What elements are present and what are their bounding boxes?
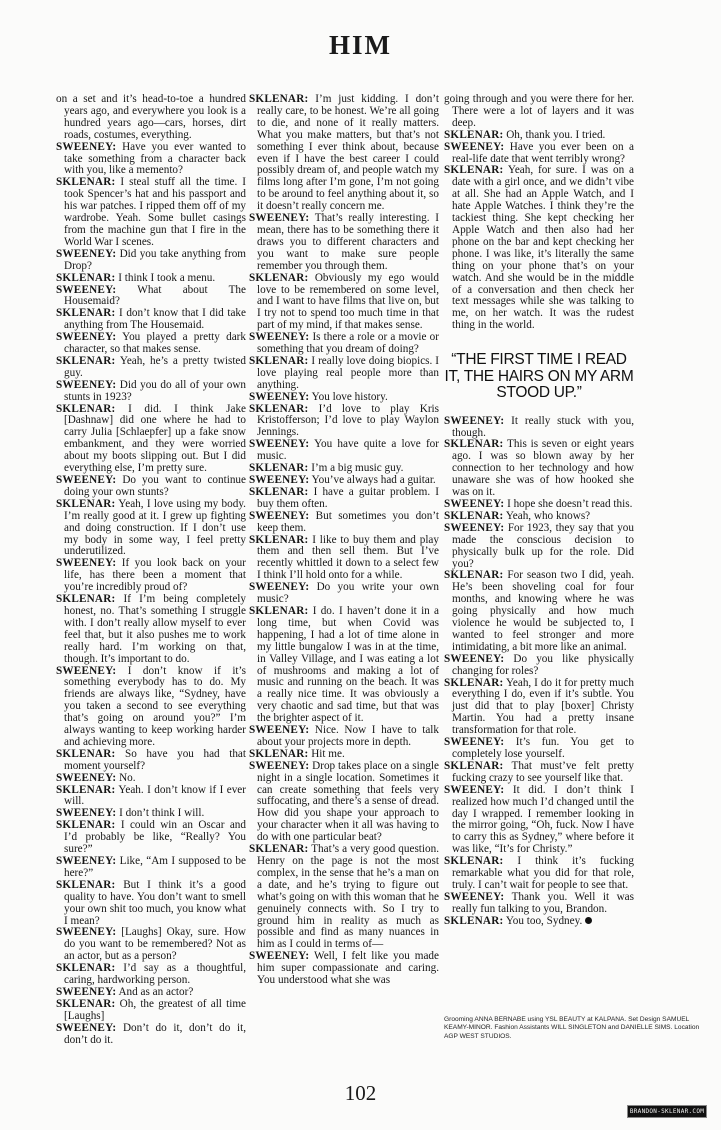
speaker-label: SWEENEY: [249, 581, 310, 594]
speaker-label: SWEENEY: [249, 950, 310, 963]
interview-paragraph [56, 475, 246, 499]
paragraph-text: I’m a big music guy. [311, 462, 404, 475]
interview-paragraph [56, 856, 246, 880]
column-3 [444, 94, 634, 928]
speaker-label: SWEENEY: [56, 378, 117, 391]
paragraph-text: Yeah, who knows? [505, 509, 591, 522]
speaker-label: SKLENAR: [249, 271, 309, 284]
interview-paragraph [249, 356, 439, 392]
speaker-label: SKLENAR: [444, 676, 504, 689]
speaker-label: SWEENEY: [444, 736, 505, 749]
speaker-label: SKLENAR: [249, 354, 309, 367]
speaker-label: SWEENEY: [249, 331, 310, 344]
interview-paragraph [444, 165, 634, 332]
interview-paragraph [56, 356, 246, 380]
paragraph-text: going through and you were there for her. There were a lot of layers and it was deep. [444, 93, 634, 129]
speaker-label: SWEENEY: [444, 521, 505, 534]
photo-credits: Grooming ANNA BERNABE using YSL BEAUTY at KALPANA. Set Design SAMUEL KEAMY-MINOR. Fashion Assistants WILL SINGLETON and DANIELLE SIMS. Location AGP WEST STUDIOS. [444, 1016, 700, 1040]
paragraph-text: You have quite a love for music. [257, 438, 439, 463]
paragraph-text: Yeah. I don’t know if I ever will. [64, 783, 246, 808]
interview-paragraph [444, 416, 634, 440]
paragraph-text: That must’ve felt pretty fucking crazy to see yourself like that. [452, 759, 634, 784]
interview-paragraph [249, 761, 439, 844]
speaker-label: SWEENEY: [444, 783, 505, 796]
speaker-label: SKLENAR: [56, 819, 116, 832]
interview-paragraph [249, 844, 439, 951]
interview-paragraph [249, 94, 439, 213]
speaker-label: SKLENAR: [444, 509, 504, 522]
paragraph-text: [Laughs] Okay, sure. How do you want to be remembered? Not as an actor, but as a person? [64, 926, 247, 963]
interview-paragraph [56, 594, 246, 665]
paragraph-text: But I think it’s a good quality to have. You don’t want to smell your own shit too much, you know what I mean? [64, 878, 247, 927]
interview-paragraph [56, 332, 246, 356]
interview-paragraph [444, 785, 634, 856]
paragraph-text: For 1923, they say that you made the conscious decision to physically bulk up for the role. Did you? [452, 521, 634, 570]
speaker-label: SWEENEY: [444, 497, 505, 510]
speaker-label: SKLENAR: [444, 569, 504, 582]
speaker-label: SWEENEY: [444, 140, 505, 153]
interview-paragraph [56, 749, 246, 773]
speaker-label: SWEENEY: [56, 926, 117, 939]
speaker-label: SKLENAR: [249, 402, 309, 415]
speaker-label: SKLENAR: [444, 914, 504, 927]
paragraph-text: Hit me. [311, 747, 345, 760]
interview-paragraph [444, 654, 634, 678]
speaker-label: SKLENAR: [249, 843, 309, 856]
speaker-label: SWEENEY: [56, 247, 117, 260]
interview-paragraph [249, 404, 439, 440]
paragraph-text: That’s really interesting. I mean, there has to be something there it draws you to different characters and you want to make sure people remember you through them. [257, 212, 439, 272]
paragraph-text: What about The Housemaid? [64, 283, 246, 308]
paragraph-text: I like to buy them and play them and then sell them. But I’ve recently whittled it down to a select few I think I’ll hold onto for a while. [257, 533, 439, 582]
interview-paragraph [56, 558, 246, 594]
paragraph-text: I’d say as a thoughtful, caring, hardworking person. [64, 962, 247, 987]
paragraph-text: No. [119, 771, 136, 784]
interview-paragraph [249, 332, 439, 356]
paragraph-text: I’d love to play Kris Kristofferson; I’d love to play Waylon Jennings. [257, 402, 440, 439]
paragraph-text: Have you ever wanted to take something from a character back with you, like a memento? [64, 140, 247, 177]
speaker-label: SKLENAR: [444, 438, 504, 451]
paragraph-text: I really love doing biopics. I love playing real people more than anything. [257, 354, 439, 391]
speaker-label: SWEENEY: [444, 414, 505, 427]
interview-paragraph [56, 308, 246, 332]
interview-paragraph [56, 1023, 246, 1047]
interview-paragraph [249, 606, 439, 725]
paragraph-text: For season two I did, yeah. He’s been shoveling coal for four months, and knowing where he was going physically and how much violence he would be subjected to, I wanted to feel stronger and more intimidating, a bit more like an animal. [452, 569, 634, 653]
speaker-label: SKLENAR: [56, 307, 116, 320]
speaker-label: SKLENAR: [249, 462, 309, 475]
speaker-label: SWEENEY: [249, 390, 310, 403]
speaker-label: SWEENEY: [249, 509, 310, 522]
interview-paragraph [56, 380, 246, 404]
paragraph-text: It really stuck with you, though. [452, 414, 634, 439]
speaker-label: SWEENEY: [56, 664, 117, 677]
interview-paragraph [444, 892, 634, 916]
paragraph-text: Did you do all of your own stunts in 1923? [64, 378, 246, 403]
interview-paragraph [249, 273, 439, 333]
interview-paragraph [249, 511, 439, 535]
interview-paragraph [444, 737, 634, 761]
paragraph-text: Is there a role or a movie or something that you dream of doing? [257, 331, 439, 356]
interview-paragraph [56, 142, 246, 178]
paragraph-text: I think I took a menu. [118, 271, 216, 284]
paragraph-text: Yeah, he’s a pretty twisted guy. [64, 354, 246, 379]
paragraph-text: Did you take anything from Drop? [64, 247, 246, 272]
interview-paragraph [249, 535, 439, 583]
paragraph-text: Yeah, I do it for pretty much everything I do, even if it’s subtle. You just did that to play [boxer] Christy Martin. You had a pretty insane transformation for that role. [452, 676, 634, 737]
paragraph-text: I have a guitar problem. I buy them often. [257, 485, 440, 510]
speaker-label: SKLENAR: [249, 604, 309, 617]
speaker-label: SKLENAR: [444, 128, 504, 141]
speaker-label: SKLENAR: [444, 759, 504, 772]
interview-paragraph [444, 761, 634, 785]
interview-paragraph [56, 999, 246, 1023]
interview-paragraph [56, 963, 246, 987]
interview-paragraph [444, 916, 634, 928]
speaker-label: SWEENEY: [249, 438, 310, 451]
interview-paragraph [56, 404, 246, 475]
speaker-label: SWEENEY: [249, 759, 310, 772]
paragraph-text: I steal stuff all the time. I took Spencer’s hat and his passport and his war patches. I ripped them off of my wardrobe. Yeah. Some bullet casings from the machine gun that I fire in the World War I scenes. [64, 176, 246, 248]
speaker-label: SWEENEY: [56, 331, 117, 344]
paragraph-text: Well, I felt like you made him super compassionate and caring. You understood what she was [257, 950, 439, 987]
paragraph-text: So have you had that moment yourself? [64, 747, 246, 772]
paragraph-text: Thank you. Well it was really fun talking to you, Brandon. [452, 890, 634, 915]
interview-paragraph [56, 666, 246, 749]
speaker-label: SWEENEY: [444, 652, 505, 665]
interview-paragraph [56, 94, 246, 142]
speaker-label: SWEENEY: [56, 1021, 117, 1034]
speaker-label: SKLENAR: [56, 271, 116, 284]
speaker-label: SKLENAR: [249, 533, 309, 546]
paragraph-text: I don’t know that I did take anything from The Housemaid. [64, 307, 246, 332]
paragraph-text: If I’m being completely honest, no. That’s something I struggle with. I don’t really allow myself to ever feel that, but it also pushes me to work really hard. I’m working on that, though. It’s important to do. [64, 593, 246, 665]
speaker-label: SKLENAR: [444, 855, 504, 868]
paragraph-text: Do you want to continue doing your own stunts? [64, 474, 246, 498]
column-2 [249, 94, 439, 987]
paragraph-text: But sometimes you don’t keep them. [257, 509, 440, 534]
interview-paragraph [56, 177, 246, 248]
paragraph-text: It’s fun. You get to completely lose yourself. [452, 736, 635, 760]
speaker-label: SWEENEY: [56, 985, 117, 998]
speaker-label: SKLENAR: [56, 962, 116, 975]
interview-paragraph [56, 880, 246, 928]
speaker-label: SWEENEY: [56, 474, 117, 486]
speaker-label: SKLENAR: [249, 747, 309, 760]
paragraph-text: I don’t know if it’s something everybody has to do. My friends are always like, “Sydney, have you taken a second to see everything that’s going on around you?” I’m always wanting to keep working harder and achieving more. [64, 664, 247, 748]
speaker-label: SKLENAR: [56, 354, 116, 367]
speaker-label: SWEENEY: [249, 474, 310, 486]
speaker-label: SKLENAR: [56, 402, 116, 415]
paragraph-text: Like, “Am I supposed to be here?” [64, 855, 246, 879]
speaker-label: SWEENEY: [56, 283, 117, 296]
interview-paragraph [444, 856, 634, 892]
interview-paragraph [56, 285, 246, 309]
paragraph-text: I don’t think I will. [119, 807, 205, 820]
paragraph-text: This is seven or eight years ago. I was so blown away by her connection to her technology and how unaware she was of how hooked she was on it. [452, 438, 634, 499]
paragraph-text: Obviously my ego would love to be remembered on some level, and I want to have films that live on, but I try not to spend too much time in that part of my mind, if that makes sense. [257, 271, 439, 332]
paragraph-text: Oh, thank you. I tried. [506, 128, 606, 141]
speaker-label: SWEENEY: [249, 212, 310, 225]
paragraph-text: I hope she doesn’t read this. [507, 497, 633, 510]
page-number: 102 [344, 1081, 377, 1105]
paragraph-text: Drop takes place on a single night in a single location. Sometimes it can create something that feels very suffocating, and there’s a sense of dread. How did you shape your approach to your character when it all was having to do with one particular beat? [257, 759, 439, 844]
interview-paragraph [249, 439, 439, 463]
interview-paragraph [249, 951, 439, 987]
interview-paragraph [249, 487, 439, 511]
speaker-label: SKLENAR: [249, 485, 309, 498]
pull-quote: “THE FIRST TIME I READ IT, THE HAIRS ON MY ARM STOOD UP.” [444, 351, 634, 402]
speaker-label: SKLENAR: [56, 878, 116, 891]
site-watermark: BRANDON-SKLENAR.COM [627, 1105, 707, 1118]
interview-paragraph [56, 499, 246, 559]
speaker-label: SKLENAR: [249, 93, 309, 105]
speaker-label: SWEENEY: [56, 140, 117, 153]
paragraph-text: on a set and it’s head-to-toe a hundred years ago, and everywhere you look is a hundred years ago—cars, horses, dirt roads, costumes, everything. [56, 93, 246, 141]
end-mark-icon [585, 917, 592, 924]
interview-paragraph [444, 570, 634, 653]
speaker-label: SKLENAR: [56, 497, 116, 510]
column-3-top [444, 94, 634, 332]
interview-paragraph [56, 927, 246, 963]
interview-paragraph [444, 94, 634, 130]
interview-paragraph [56, 785, 246, 809]
interview-paragraph [249, 725, 439, 749]
speaker-label: SKLENAR: [56, 593, 116, 606]
column-1 [56, 94, 246, 1047]
paragraph-text: You played a pretty dark character, so that makes sense. [64, 331, 247, 356]
paragraph-text: You love history. [311, 390, 388, 403]
paragraph-text: Oh, the greatest of all time [Laughs] [64, 997, 247, 1022]
speaker-label: SWEENEY: [56, 855, 117, 867]
interview-paragraph [56, 249, 246, 273]
interview-paragraph [249, 582, 439, 606]
speaker-label: SWEENEY: [56, 807, 117, 820]
paragraph-text: Don’t do it, don’t do it, don’t do it. [64, 1021, 246, 1046]
speaker-label: SKLENAR: [56, 997, 116, 1010]
paragraph-text: I’m just kidding. I don’t really care, to be honest. We’re all going to die, and none of it really matters. What you make matters, but that’s not something I ever think about, because even if I have the best career I could possibly dream of, and people watch my films long after I’m gone, I’m not going to be around to feel anything about it, so it doesn’t really concern me. [257, 93, 439, 213]
paragraph-text: You too, Sydney. [505, 914, 583, 927]
paragraph-text: I do. I haven’t done it in a long time, but when Covid was happening, I had a lot of time alone in my little bungalow I was in at the time, in Valley Village, and I was eating a lot of mushrooms and making a lot of music and running on the beach. It was a really nice time. It was obviously a very chaotic and sad time, but that was the brighter aspect of it. [257, 604, 439, 725]
speaker-label: SWEENEY: [249, 724, 310, 737]
interview-paragraph [444, 439, 634, 499]
paragraph-text: I think it’s fucking remarkable what you did for that role, truly. I can’t wait for people to see that. [452, 855, 634, 891]
paragraph-text: Do you like physically changing for roles? [452, 652, 635, 677]
paragraph-text: Nice. Now I have to talk about your projects more in depth. [257, 724, 439, 748]
interview-paragraph [444, 523, 634, 571]
page-header: HIM [329, 30, 392, 60]
column-3-bottom [444, 416, 634, 928]
paragraph-text: Yeah, for sure. I was on a date with a girl once, and we didn’t vibe at all. She had an Apple Watch, and I hate Apple Watches. I think they’re the tackiest thing. She kept checking her Apple Watch and then also had her phone on the bar and kept checking her phone. I was like, it’s literally the same thing on your phone that’s on your watch. And she would be in the middle of a conversation and then check her text messages while she was talking to me, on her watch. It was the rudest thing in the world. [452, 164, 634, 332]
speaker-label: SKLENAR: [56, 747, 116, 760]
interview-paragraph [444, 142, 634, 166]
paragraph-text: I did. I think Jake [Dashnaw] did one where he had to carry Julia [Schlaepfer] up a fake snow embankment, and they were worried about my boots slipping out. But I did everything else, I’m pretty sure. [64, 402, 247, 475]
speaker-label: SKLENAR: [444, 164, 504, 177]
speaker-label: SKLENAR: [56, 176, 116, 189]
speaker-label: SWEENEY: [56, 557, 117, 570]
interview-paragraph [56, 820, 246, 856]
interview-paragraph [444, 678, 634, 738]
paragraph-text: If you look back on your life, has there been a moment that you’re incredibly proud of? [64, 557, 246, 594]
paragraph-text: Do you write your own music? [257, 581, 440, 606]
paragraph-text: It did. I don’t think I realized how much I’d changed until the day I wrapped. I remember looking in the mirror going, “Oh, fuck. Now I have to carry this as Sydney,” where before it was like, “It’s for Christy.” [452, 783, 634, 856]
speaker-label: SWEENEY: [56, 771, 117, 784]
speaker-label: SWEENEY: [444, 890, 505, 903]
speaker-label: SKLENAR: [56, 783, 116, 796]
paragraph-text: And as an actor? [118, 985, 194, 998]
interview-paragraph [249, 213, 439, 273]
paragraph-text: That’s a very good question. Henry on the page is not the most complex, in the sense that he’s a man on a date, and he’s trying to figure out what’s going on with this woman that he genuinely connects with. So I try to ground him in reality as much as possible and find as many nuances in him as I could in terms of— [257, 843, 439, 951]
paragraph-text: You’ve always had a guitar. [311, 474, 436, 486]
paragraph-text: I could win an Oscar and I’d probably be like, “Really? You sure?” [64, 819, 246, 856]
paragraph-text: Have you ever been on a real-life date that went terribly wrong? [452, 140, 634, 165]
paragraph-text: Yeah, I love using my body. I’m really good at it. I grew up fighting and doing construction. If I don’t use my body in some way, I feel pretty underutilized. [64, 497, 246, 558]
